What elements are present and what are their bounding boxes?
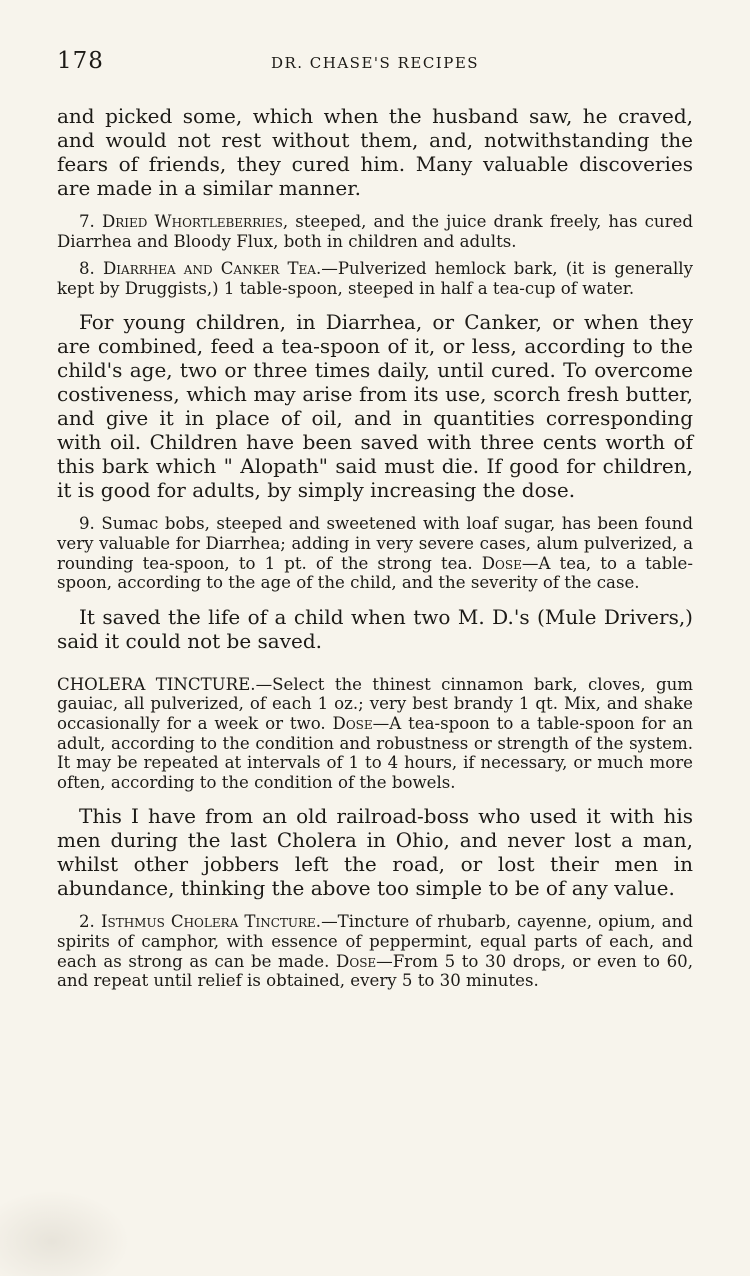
recipe-text: —A tea, to a table-spoon, according to the age of the child, and the severity of the case. xyxy=(57,553,693,593)
running-title: DR. CHASE'S RECIPES xyxy=(270,54,480,72)
recipe-number: 7. xyxy=(79,212,95,231)
recipe-text: —From 5 to 30 drops, or even to 60, and repeat until relief is obtained, every 5 to 30 minutes. xyxy=(57,951,693,991)
dose-label: Dose xyxy=(332,713,373,733)
recipe-cholera-tincture xyxy=(57,675,693,793)
paper-smudge xyxy=(0,1190,130,1276)
paragraph-text: For young children, in Diarrhea, or Canker, or when they are combined, feed a tea-spoon of it, or less, according to the child's age, two or three times daily, until cured. To overcome costiveness, which may arise from its use, scorch fresh butter, and give it in place of oil, and in quantities corresponding with oil. Children have been saved with three cents worth of this bark which " Alopath" said must die. If good for children, it is good for adults, by simply increasing the dose. xyxy=(57,310,693,503)
paragraph-text: and picked some, which when the husband saw, he craved, and would not rest without them, and, notwithstanding the fears of friends, they cured him. Many valuable discoveries are made in a similar manner. xyxy=(57,104,693,200)
paragraph-text: It saved the life of a child when two M. D.'s (Mule Drivers,) said it could not be saved. xyxy=(57,604,693,653)
recipe-number: 2. xyxy=(79,912,95,932)
recipe-title: Diarrhea and Canker Tea. xyxy=(102,259,322,279)
paragraph-continuation xyxy=(57,104,693,200)
page-header xyxy=(57,48,693,82)
paragraph-text: This I have from an old railroad-boss who used it with his men during the last Cholera in Ohio, and never lost a man, whilst other jobbers left the road, or lost their men in abundance, thinking the above too simple to be of any value. xyxy=(57,804,693,901)
recipe-dried-whortleberries xyxy=(57,212,693,251)
paragraph-railroad-boss xyxy=(57,804,693,900)
recipe-sumac-bobs xyxy=(57,514,693,592)
paragraph-mule-drivers xyxy=(57,605,693,653)
recipe-diarrhea-canker-tea xyxy=(57,259,693,298)
paragraph-young-children xyxy=(57,310,693,502)
dose-label: Dose xyxy=(481,553,522,573)
recipe-number: 8. xyxy=(79,259,95,279)
recipe-title: Isthmus Cholera Tincture. xyxy=(100,912,322,932)
recipe-text: —A tea-spoon to a table-spoon for an adult, according to the condition and robustness or strength of the system. It may be repeated at intervals of 1 to 4 hours, if necessary, or much more often, according to the condition of the bowels. xyxy=(57,713,693,792)
recipe-text: —Tincture of rhubarb, cayenne, opium, and spirits of camphor, with essence of peppermint, equal parts of each, and each as strong as can be made. xyxy=(57,912,693,971)
recipe-isthmus-cholera-tincture xyxy=(57,912,693,990)
recipe-text: 9. Sumac bobs, steeped and sweetened with loaf sugar, has been found very valuable for Diarrhea; adding in very severe cases, alum pulverized, a rounding tea-spoon, to 1 pt. of the strong tea. xyxy=(57,514,693,573)
recipe-title: Dried Whortleberries, xyxy=(101,212,289,231)
recipe-text: —Select the thinest cinnamon bark, cloves, gum gauiac, all pulverized, of each 1 oz.; very best brandy 1 qt. Mix, and shake occasionally for a week or two. xyxy=(57,674,693,733)
recipe-title: CHOLERA TINCTURE. xyxy=(57,674,256,694)
recipe-text: steeped, and the juice drank freely, has cured Diarrhea and Bloody Flux, both in children and adults. xyxy=(57,212,693,251)
dose-label: Dose xyxy=(336,951,377,971)
page-body xyxy=(57,104,693,991)
page-number: 178 xyxy=(57,48,104,74)
recipe-text: —Pulverized hemlock bark, (it is generally kept by Druggists,) 1 table-spoon, steeped in half a tea-cup of water. xyxy=(57,259,693,298)
